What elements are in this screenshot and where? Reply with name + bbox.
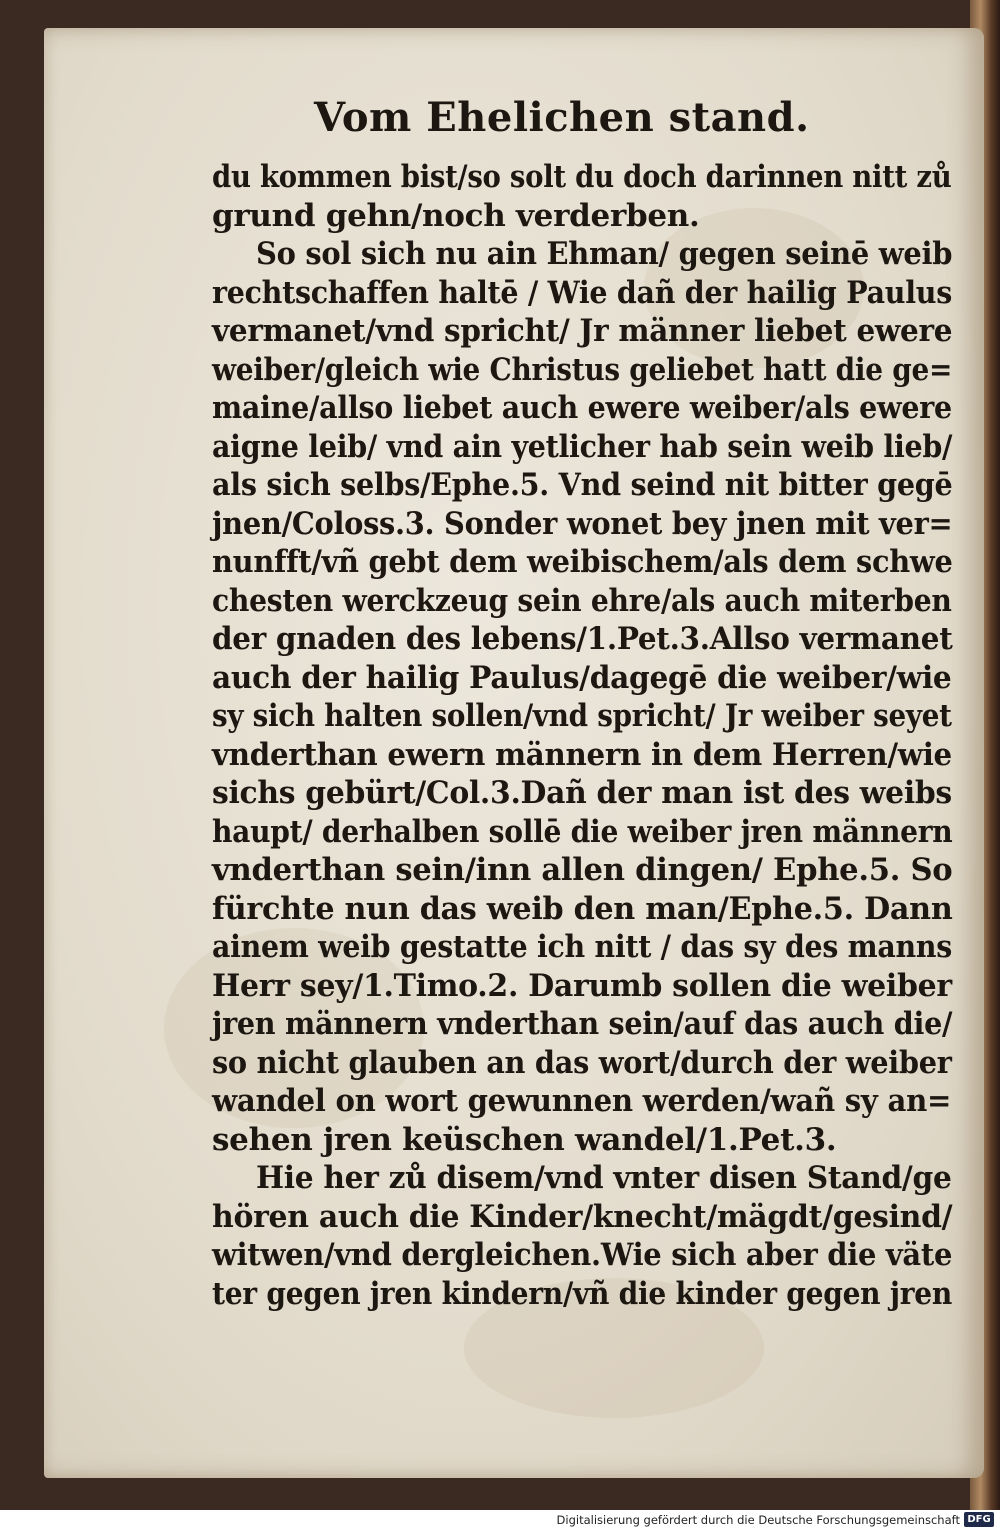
text-line: witwen/vnd dergleichen.Wie sich aber die väte: [212, 1237, 953, 1273]
text-line: haupt/ derhalben sollē die weiber jren männern: [212, 814, 953, 850]
text-line: ter gegen jren kindern/vñ die kinder gegen jren: [212, 1276, 952, 1312]
text-line: sy sich halten sollen/vnd spricht/ Jr weiber seyet: [212, 698, 952, 734]
text-line: so nicht glauben an das wort/durch der weiber: [212, 1045, 952, 1081]
text-line: vermanet/vnd spricht/ Jr männer liebet ewere: [212, 313, 953, 349]
text-line: der gnaden des lebens/1.Pet.3.Allso vermanet: [212, 621, 953, 657]
text-line: rechtschaffen haltē / Wie dañ der hailig Paulus: [212, 275, 952, 311]
text-line: aigne leib/ vnd ain yetlicher hab sein weib lieb/: [212, 429, 953, 465]
text-line: So sol sich nu ain Ehman/ gegen seinē weib: [256, 236, 953, 272]
text-line: weiber/gleich wie Christus geliebet hatt die ge=: [212, 352, 953, 388]
text-line: nunfft/vñ gebt dem weibischem/als dem schwe: [212, 544, 953, 580]
text-line: maine/allso liebet auch ewere weiber/als ewere: [212, 390, 952, 426]
text-line: fürchte nun das weib den man/Ephe.5. Dann: [212, 891, 953, 927]
text-line: chesten werckzeug sein ehre/als auch miterben: [212, 583, 952, 619]
dfg-logo-icon: DFG: [964, 1512, 994, 1527]
text-line: vnderthan ewern männern in dem Herren/wie: [212, 737, 952, 773]
text-line: Herr sey/1.Timo.2. Darumb sollen die weiber: [212, 968, 952, 1004]
text-line: auch der hailig Paulus/dagegē die weiber/wie: [212, 660, 952, 696]
text-line: du kommen bist/so solt du doch darinnen nitt zů: [212, 159, 952, 195]
footer-credit: Digitalisierung gefördert durch die Deutsche Forschungsgemeinschaft: [556, 1513, 960, 1527]
text-line: wandel on wort gewunnen werden/wañ sy an=: [212, 1083, 952, 1119]
book-page: [44, 28, 984, 1478]
text-line: ainem weib gestatte ich nitt / das sy des manns: [212, 929, 952, 965]
text-line: sehen jren keüschen wandel/1.Pet.3.: [212, 1122, 837, 1158]
text-block: [44, 28, 984, 1478]
text-line: sichs gebürt/Col.3.Dañ der man ist des weibs: [212, 775, 952, 811]
text-line: als sich selbs/Ephe.5. Vnd seind nit bitter gegē: [212, 467, 953, 503]
running-head: Vom Ehelichen stand.: [314, 94, 810, 141]
footer-bar: [0, 1510, 1000, 1531]
text-line: grund gehn/noch verderben.: [212, 198, 700, 234]
text-line: Hie her zů disem/vnd vnter disen Stand/ge: [256, 1160, 952, 1196]
text-line: vnderthan sein/inn allen dingen/ Ephe.5. So: [212, 852, 953, 888]
text-line: jren männern vnderthan sein/auf das auch die/: [212, 1006, 953, 1042]
text-line: jnen/Coloss.3. Sonder wonet bey jnen mit ver=: [212, 506, 953, 542]
text-line: hören auch die Kinder/knecht/mägdt/gesind/: [212, 1199, 953, 1235]
